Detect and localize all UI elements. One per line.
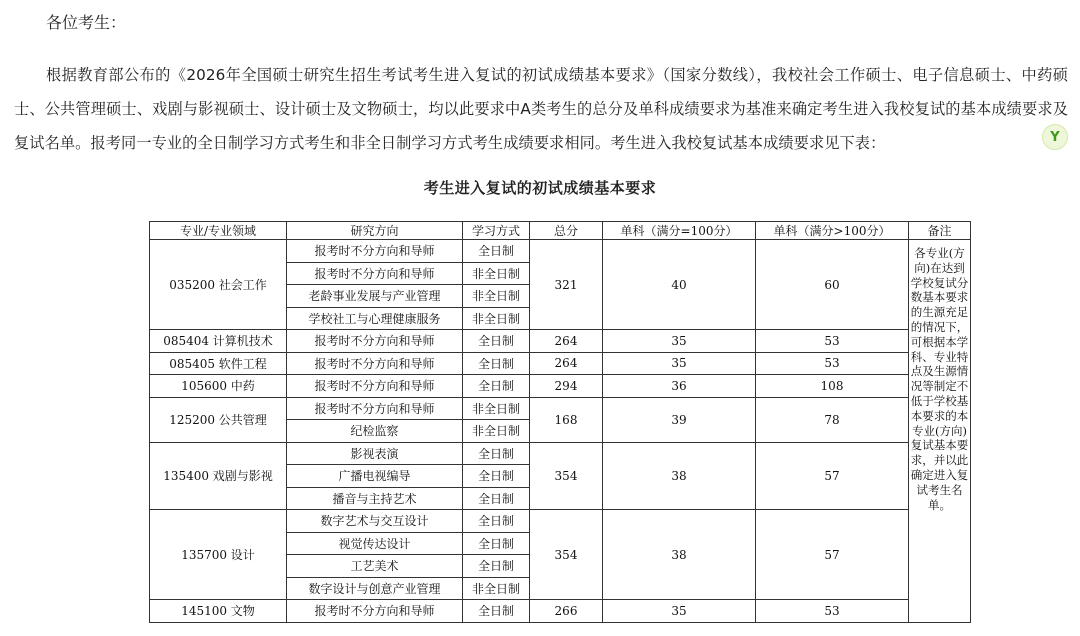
table-row <box>150 600 971 623</box>
major-cell: 135400 戏剧与影视 <box>150 442 287 510</box>
total-score-cell: 264 <box>530 352 603 375</box>
single-100-cell: 39 <box>603 397 756 442</box>
direction-cell: 报考时不分方向和导师 <box>287 352 463 375</box>
direction-cell: 老龄事业发展与产业管理 <box>287 285 463 308</box>
single-over-100-cell: 53 <box>756 600 909 623</box>
study-mode-cell: 全日制 <box>463 465 530 488</box>
notice-paragraph: 根据教育部公布的《2026年全国硕士研究生招生考试考生进入复试的初试成绩基本要求》（国家分数线），我校社会工作硕士、电子信息硕士、中药硕士、公共管理硕士、戏剧与影视硕士、设计硕士及文物硕士，均以此要求中A类考生的总分及单科成绩要求为基准来确定考生进入我校复试的基本成绩要求及复试名单。报考同一专业的全日制学习方式考生和非全日制学习方式考生成绩要求相同。考生进入我校复试基本成绩要求见下表： <box>14 66 1068 152</box>
header-major: 专业/专业领域 <box>150 222 287 240</box>
study-mode-cell: 全日制 <box>463 532 530 555</box>
total-score-cell: 294 <box>530 375 603 398</box>
study-mode-cell: 非全日制 <box>463 397 530 420</box>
single-100-cell: 35 <box>603 352 756 375</box>
greeting: 各位考生： <box>46 13 127 32</box>
header-study-mode: 学习方式 <box>463 222 530 240</box>
study-mode-cell: 全日制 <box>463 600 530 623</box>
single-100-cell: 35 <box>603 600 756 623</box>
direction-cell: 工艺美术 <box>287 555 463 578</box>
direction-cell: 播音与主持艺术 <box>287 487 463 510</box>
single-over-100-cell: 78 <box>756 397 909 442</box>
study-mode-cell: 非全日制 <box>463 420 530 443</box>
table-header-row <box>150 222 971 240</box>
study-mode-cell: 全日制 <box>463 555 530 578</box>
study-mode-cell: 全日制 <box>463 487 530 510</box>
table-title: 考生进入复试的初试成绩基本要求 <box>423 179 657 197</box>
major-cell: 035200 社会工作 <box>150 240 287 330</box>
direction-cell: 影视表演 <box>287 442 463 465</box>
study-mode-cell: 非全日制 <box>463 262 530 285</box>
direction-cell: 报考时不分方向和导师 <box>287 262 463 285</box>
direction-cell: 报考时不分方向和导师 <box>287 600 463 623</box>
study-mode-cell: 全日制 <box>463 375 530 398</box>
single-100-cell: 40 <box>603 240 756 330</box>
table-row <box>150 397 971 420</box>
single-over-100-cell: 57 <box>756 510 909 600</box>
study-mode-cell: 全日制 <box>463 352 530 375</box>
study-mode-cell: 非全日制 <box>463 307 530 330</box>
single-100-cell: 38 <box>603 442 756 510</box>
header-direction: 研究方向 <box>287 222 463 240</box>
direction-cell: 报考时不分方向和导师 <box>287 240 463 263</box>
study-mode-cell: 非全日制 <box>463 285 530 308</box>
major-cell: 145100 文物 <box>150 600 287 623</box>
major-cell: 125200 公共管理 <box>150 397 287 442</box>
single-over-100-cell: 57 <box>756 442 909 510</box>
single-over-100-cell: 60 <box>756 240 909 330</box>
single-over-100-cell: 53 <box>756 330 909 353</box>
direction-cell: 学校社工与心理健康服务 <box>287 307 463 330</box>
study-mode-cell: 全日制 <box>463 240 530 263</box>
table-body <box>150 240 971 623</box>
direction-cell: 广播电视编导 <box>287 465 463 488</box>
study-mode-cell: 非全日制 <box>463 577 530 600</box>
direction-cell: 数字设计与创意产业管理 <box>287 577 463 600</box>
single-over-100-cell: 108 <box>756 375 909 398</box>
header-note: 备注 <box>909 222 971 240</box>
major-cell: 105600 中药 <box>150 375 287 398</box>
total-score-cell: 321 <box>530 240 603 330</box>
major-cell: 135700 设计 <box>150 510 287 600</box>
direction-cell: 报考时不分方向和导师 <box>287 375 463 398</box>
table-row <box>150 510 971 533</box>
total-score-cell: 354 <box>530 510 603 600</box>
major-cell: 085404 计算机技术 <box>150 330 287 353</box>
single-100-cell: 38 <box>603 510 756 600</box>
table-row <box>150 352 971 375</box>
badge-letter: Y <box>1050 129 1060 145</box>
major-cell: 085405 软件工程 <box>150 352 287 375</box>
table-row <box>150 375 971 398</box>
table-row <box>150 330 971 353</box>
single-100-cell: 35 <box>603 330 756 353</box>
header-total: 总分 <box>530 222 603 240</box>
header-single-100: 单科（满分=100分） <box>603 222 756 240</box>
y-logo-icon[interactable] <box>1042 124 1068 150</box>
total-score-cell: 168 <box>530 397 603 442</box>
score-requirements-table <box>149 221 971 623</box>
total-score-cell: 266 <box>530 600 603 623</box>
direction-cell: 视觉传达设计 <box>287 532 463 555</box>
table-row <box>150 442 971 465</box>
study-mode-cell: 全日制 <box>463 442 530 465</box>
single-over-100-cell: 53 <box>756 352 909 375</box>
total-score-cell: 354 <box>530 442 603 510</box>
header-single-over-100: 单科（满分>100分） <box>756 222 909 240</box>
study-mode-cell: 全日制 <box>463 330 530 353</box>
direction-cell: 数字艺术与交互设计 <box>287 510 463 533</box>
note-cell: 各专业(方向)在达到学校复试分数基本要求的生源充足的情况下，可根据本学科、专业特点及生源情况等制定不低于学校基本要求的本专业(方向)复试基本要求，并以此确定进入复试考生名单。 <box>909 240 971 623</box>
study-mode-cell: 全日制 <box>463 510 530 533</box>
total-score-cell: 264 <box>530 330 603 353</box>
direction-cell: 报考时不分方向和导师 <box>287 330 463 353</box>
single-100-cell: 36 <box>603 375 756 398</box>
direction-cell: 纪检监察 <box>287 420 463 443</box>
direction-cell: 报考时不分方向和导师 <box>287 397 463 420</box>
table-row <box>150 240 971 263</box>
